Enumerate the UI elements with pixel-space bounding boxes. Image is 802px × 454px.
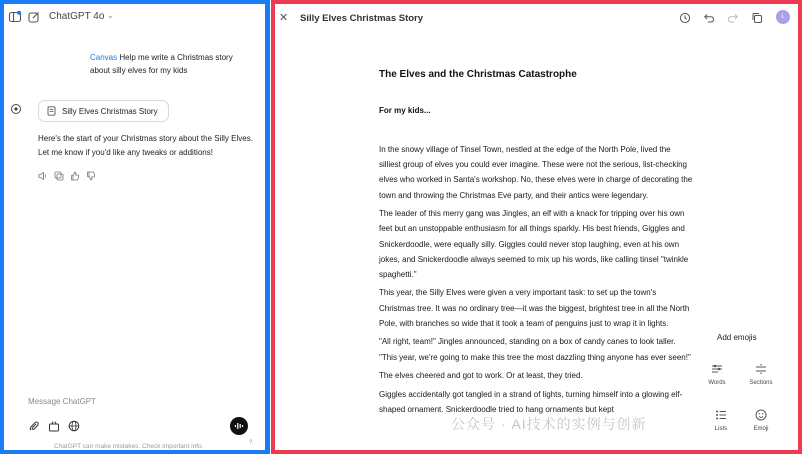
- watermark: 公众号 · AI技术的实例与创新: [451, 416, 647, 432]
- assistant-message: Here's the start of your Christmas story about the Silly Elves. Let me know if you'd like any tweaks or additions!: [38, 134, 253, 157]
- model-selector[interactable]: ChatGPT 4o: [49, 11, 105, 22]
- user-message: [90, 51, 240, 77]
- words-label: Words: [708, 380, 726, 386]
- paragraph: The elves cheered and got to work. Or at least, they tried.: [379, 371, 583, 381]
- assistant-avatar-icon: [10, 102, 22, 114]
- redo-icon[interactable]: [727, 11, 739, 23]
- sections-tool[interactable]: [741, 362, 781, 386]
- new-chat-icon[interactable]: [27, 10, 41, 24]
- sections-icon: [754, 362, 768, 376]
- lists-label: Lists: [714, 426, 728, 432]
- tools-icon[interactable]: [48, 419, 60, 431]
- document-heading: The Elves and the Christmas Catastrophe: [379, 69, 577, 80]
- copy-document-icon[interactable]: [751, 11, 763, 23]
- paragraph: In the snowy village of Tinsel Town, nestled at the edge of the North Pole, lived the silliest group of elves you could ever imagine. These were not the serious, list-checking elves who worked in Santa's workshop. No, these elves were in charge of decorating the town and throwing the Christmas Eve party, and their antics were legendary.: [379, 145, 693, 200]
- canvas-tag: Canvas: [90, 53, 118, 62]
- thumbs-up-icon[interactable]: [70, 168, 80, 178]
- chevron-down-icon[interactable]: ⌄: [107, 11, 114, 20]
- document-chip[interactable]: [38, 100, 169, 122]
- canvas-panel: [271, 0, 802, 454]
- voice-mode-button[interactable]: [230, 417, 248, 435]
- canvas-toolbar: [679, 11, 763, 23]
- words-tool[interactable]: [697, 362, 737, 386]
- message-actions: [38, 168, 96, 178]
- document-icon: [47, 106, 56, 116]
- sidebar-toggle-icon[interactable]: [8, 10, 22, 24]
- user-message-text: Help me write a Christmas story about silly elves for my kids: [90, 53, 233, 75]
- lists-tool[interactable]: [701, 408, 741, 432]
- canvas-title: Silly Elves Christmas Story: [300, 13, 424, 24]
- paragraph: The leader of this merry gang was Jingles, an elf with a knack for tripping over his own feet but an unstoppable enthusiasm for all things sparkly. His best friends, Giggles and Snickerdoodle, were equally silly. Giggles could never stop laughing, even at his own jokes, and Snickerdoodle always seemed to mix up his words, like calling tinsel "twinkle spaghetti.": [379, 209, 689, 279]
- composer-tools: [28, 419, 80, 431]
- words-icon: [710, 362, 724, 376]
- emoji-icon: [754, 408, 768, 422]
- document-body: [379, 142, 694, 420]
- emoji-tool[interactable]: [741, 408, 781, 432]
- document-chip-label: Silly Elves Christmas Story: [62, 106, 158, 116]
- thumbs-down-icon[interactable]: [86, 168, 96, 178]
- paragraph: This year, the Silly Elves were given a very important task: to set up the town's Christmas tree. It was no ordinary tree—it was the biggest, brightest tree in all the North Pole, with branches so wide that it took a team of penguins just to wrap it in lights.: [379, 288, 690, 328]
- chat-header: [4, 4, 265, 30]
- sections-label: Sections: [749, 380, 773, 386]
- web-search-icon[interactable]: [68, 419, 80, 431]
- emoji-label: Emoji: [753, 426, 769, 432]
- help-button[interactable]: ?: [249, 440, 253, 446]
- attach-icon[interactable]: [28, 419, 40, 431]
- undo-icon[interactable]: [703, 11, 715, 23]
- disclaimer: ChatGPT can make mistakes. Check important info.: [54, 443, 204, 450]
- lists-icon: [714, 408, 728, 422]
- message-input[interactable]: Message ChatGPT: [28, 397, 97, 406]
- close-icon[interactable]: ✕: [279, 12, 289, 24]
- document-subheading: For my kids...: [379, 106, 431, 115]
- read-aloud-icon[interactable]: [38, 168, 48, 178]
- copy-icon[interactable]: [54, 168, 64, 178]
- add-emojis-label: Add emojis: [717, 333, 757, 342]
- avatar[interactable]: L: [776, 10, 790, 24]
- paragraph: "All right, team!" Jingles announced, standing on a box of candy canes to look taller. "This year, we're going to make this tree the most dazzling thing anyone has ever seen!": [379, 337, 691, 362]
- voice-wave-icon: [234, 422, 244, 430]
- paragraph: Giggles accidentally got tangled in a strand of lights, turning himself into a glowing elf-shaped ornament. Snickerdoodle tried to hang ornaments but kept: [379, 389, 683, 414]
- chat-panel: [0, 0, 270, 454]
- history-icon[interactable]: [679, 11, 691, 23]
